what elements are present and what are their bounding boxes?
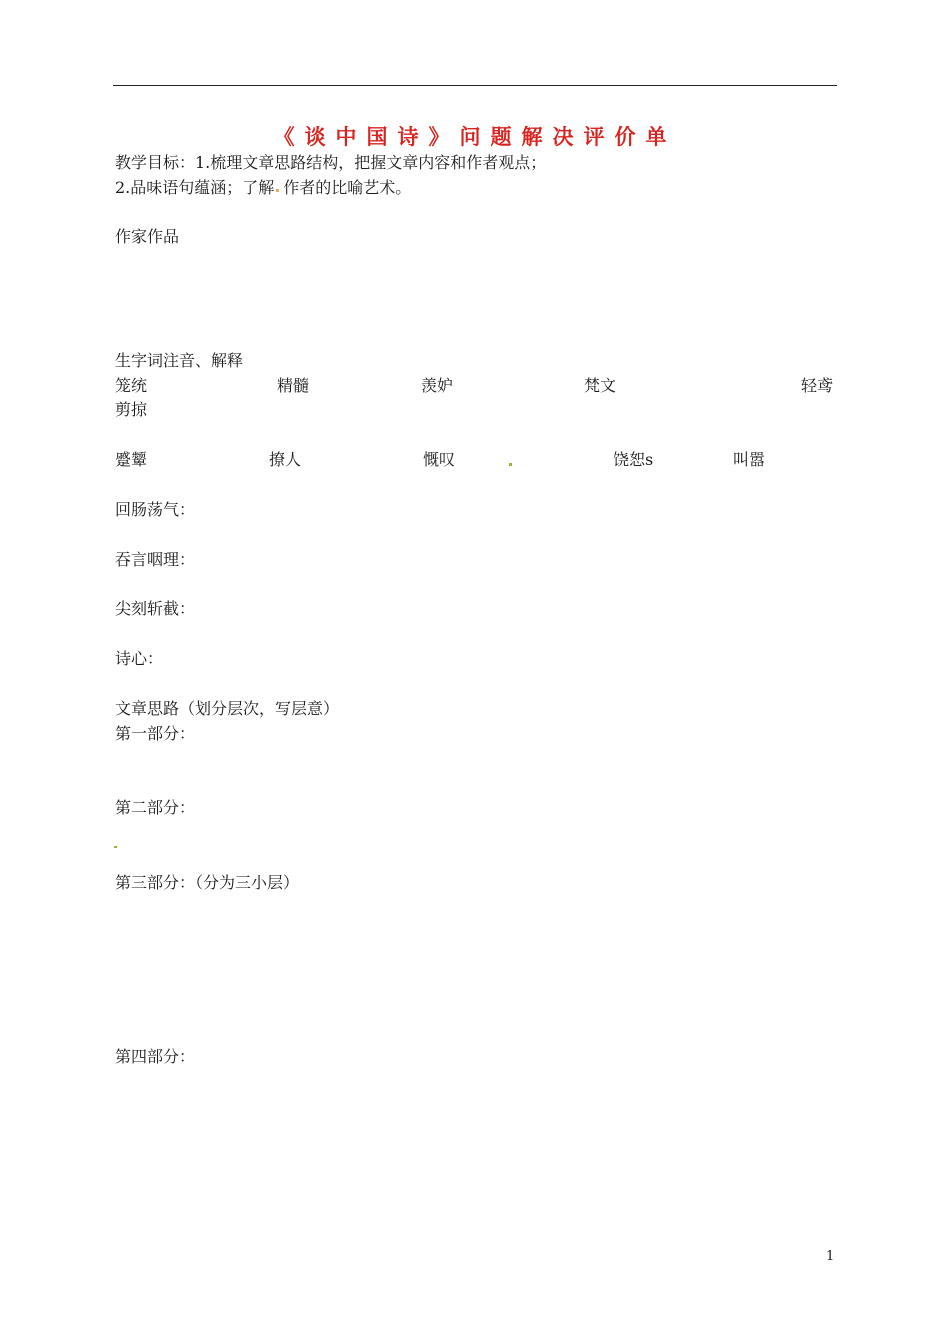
vocab-word: 撩人 [269, 450, 302, 469]
stray-mark [114, 846, 117, 848]
objective-line-1: 教学目标：1.梳理文章思路结构，把握文章内容和作者观点； [115, 153, 547, 172]
objective-line-2-part-a: 2.品味语句蕴涵；了解 [115, 178, 275, 197]
phrase-prompt: 吞言咽理： [115, 550, 196, 569]
author-works-heading: 作家作品 [115, 227, 180, 246]
objective-line-2 [115, 180, 411, 196]
vocab-heading: 生字词注音、解释 [115, 351, 244, 370]
vocab-word: 羡妒 [421, 376, 454, 395]
vocab-word: 剪掠 [115, 400, 148, 419]
phrase-prompt: 尖刻斩截： [115, 599, 196, 618]
part-3-label: 第三部分：（分为三小层） [115, 873, 300, 892]
vocab-word: 精髓 [277, 376, 310, 395]
objective-line-2-part-b: 作者的比喻艺术。 [283, 178, 412, 197]
header-rule [113, 85, 837, 86]
vocab-word: 梵文 [584, 376, 617, 395]
part-1-label: 第一部分： [115, 724, 196, 743]
stray-mark [276, 189, 279, 192]
vocab-word: 笼统 [115, 376, 148, 395]
document-title: 《谈中国诗》问题解决评价单 [273, 124, 677, 149]
phrase-prompt: 回肠荡气： [115, 500, 196, 519]
vocab-word: 慨叹 [423, 450, 456, 469]
vocab-word: 轻鸢 [801, 376, 834, 395]
part-4-label: 第四部分： [115, 1047, 196, 1066]
structure-heading: 文章思路（划分层次，写层意） [115, 699, 340, 718]
vocab-word: 蹙颦 [115, 450, 148, 469]
phrase-prompt: 诗心： [115, 649, 164, 668]
part-2-label: 第二部分： [115, 798, 196, 817]
vocab-word: 叫嚣 [733, 450, 766, 469]
page-number: 1 [826, 1249, 835, 1264]
stray-mark [509, 463, 512, 466]
vocab-word: 饶恕s [613, 450, 654, 469]
